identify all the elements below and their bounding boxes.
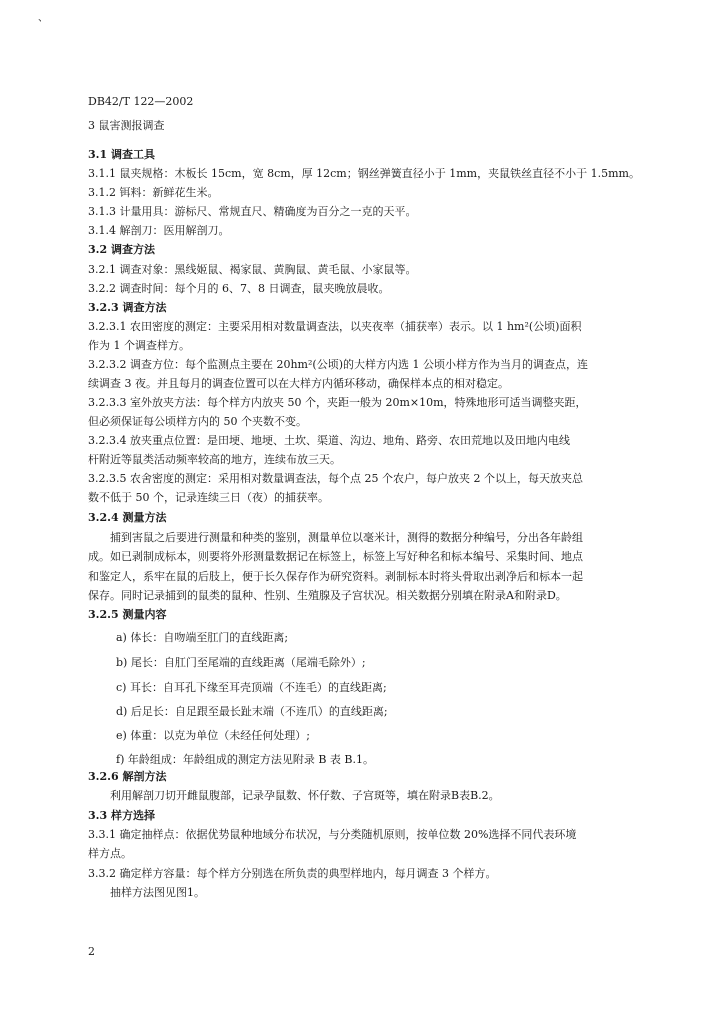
para-3-1-2: 3.1.2 铒料：新鲜花生米。 <box>88 186 219 199</box>
para-3-2-3-4-line-2: 杆附近等鼠类活动频率较高的地方，连续布放三天。 <box>88 453 341 466</box>
para-3-2-1: 3.2.1 调查对象：黑线姬鼠、褐家鼠、黄胸鼠、黄毛鼠、小家鼠等。 <box>88 263 417 276</box>
para-3-2-6: 利用解剖刀切开雌鼠腹部，记录孕鼠数、怀仔数、子宫斑等，填在附录B表B.2。 <box>110 789 500 802</box>
heading-3-2: 3.2 调查方法 <box>88 243 155 256</box>
para-3-2-4-line-4: 保存。同时记录捕到的鼠类的鼠种、性别、生殖腺及子宫状况。相关数据分别填在附录A和附录D。 <box>88 589 567 602</box>
para-3-2-3-3-line-1: 3.2.3.3 室外放夹方法：每个样方内放夹 50 个，夹距一般为 20m×10m，特殊地形可适当调整夹距， <box>88 396 587 409</box>
para-3-2-3-2-line-1: 3.2.3.2 调查方位：每个监测点主要在 20hm²(公顷)的大样方内选 1 公顷小样方作为当月的调查点，连 <box>88 358 588 371</box>
para-3-2-3-1-line-1: 3.2.3.1 农田密度的测定：主要采用相对数量调查法，以夹夜率（捕获率）表示。以 1 hm²(公顷)面积 <box>88 320 582 333</box>
standard-number-header: DB42/T 122—2002 <box>88 95 194 108</box>
para-3-2-3-5-line-1: 3.2.3.5 农舍密度的测定：采用相对数量调查法，每个点 25 个农户，每户放夹 2 个以上，每天放夹总 <box>88 472 583 485</box>
para-sampling-figure-ref: 抽样方法图见图1。 <box>110 886 205 899</box>
para-3-3-1-line-1: 3.3.1 确定抽样点：依据优势鼠种地域分布状况，与分类随机原则，按单位数 20%选择不同代表环境 <box>88 828 577 841</box>
list-item-b: b) 尾长：自肛门至尾端的直线距离（尾端毛除外）; <box>116 656 366 669</box>
para-3-2-3-4-line-1: 3.2.3.4 放夹重点位置：是田埂、地埂、土坎、渠道、沟边、地角、路旁、农田荒地以及田地内电线 <box>88 434 570 447</box>
heading-3-2-6: 3.2.6 解剖方法 <box>88 770 167 783</box>
heading-3-2-4: 3.2.4 测量方法 <box>88 511 167 524</box>
section-title: 3 鼠害测报调查 <box>88 119 165 132</box>
para-3-3-2: 3.3.2 确定样方容量：每个样方分别选在所负责的典型样地内，每月调查 3 个样方。 <box>88 867 497 880</box>
para-3-2-3-3-line-2: 但必须保证每公顷样方内的 50 个夹数不变。 <box>88 415 307 428</box>
para-3-3-1-line-2: 样方点。 <box>88 847 132 860</box>
para-3-2-4-line-2: 成。如已剥制成标本，则要将外形测量数据记在标签上，标签上写好种名和标本编号、采集时间、地点 <box>88 550 583 563</box>
para-3-2-4-line-3: 和鉴定人，系牢在鼠的后肢上，便于长久保存作为研究资料。剥制标本时将头骨取出剥净后和标本一起 <box>88 570 583 583</box>
list-item-c: c) 耳长：自耳孔下缘至耳壳顶端（不连毛）的直线距离; <box>116 681 387 694</box>
heading-3-2-5: 3.2.5 测量内容 <box>88 608 167 621</box>
list-item-a: a) 体长：自吻端至肛门的直线距离; <box>116 631 289 644</box>
para-3-1-4: 3.1.4 解剖刀：医用解剖刀。 <box>88 224 230 237</box>
list-item-f: f) 年龄组成：年龄组成的测定方法见附录 B 表 B.1。 <box>116 753 375 766</box>
para-3-2-3-1-line-2: 作为 1 个调查样方。 <box>88 339 190 352</box>
para-3-2-4-line-1: 捕到害鼠之后要进行测量和种类的鉴别，测量单位以毫米计，测得的数据分种编号，分出各年龄组 <box>110 531 583 544</box>
heading-3-1: 3.1 调查工具 <box>88 148 155 161</box>
corner-mark: 、 <box>38 13 48 24</box>
para-3-2-2: 3.2.2 调查时间：每个月的 6、7、8 日调查，鼠夹晚放晨收。 <box>88 282 390 295</box>
page-number: 2 <box>88 945 95 958</box>
heading-3-2-3: 3.2.3 调查方法 <box>88 301 167 314</box>
heading-3-3: 3.3 样方选择 <box>88 809 155 822</box>
para-3-2-3-2-line-2: 续调查 3 夜。并且每月的调查位置可以在大样方内循环移动，确保样本点的相对稳定。 <box>88 377 509 390</box>
list-item-d: d) 后足长：自足跟至最长趾末端（不连爪）的直线距离; <box>116 705 388 718</box>
para-3-1-3: 3.1.3 计量用具：游标尺、常规直尺、精确度为百分之一克的天平。 <box>88 205 417 218</box>
para-3-1-1: 3.1.1 鼠夹规格：木板长 15cm，宽 8cm，厚 12cm；钢丝弹簧直径小于 1mm，夹鼠铁丝直径不小于 1.5mm。 <box>88 167 640 180</box>
list-item-e: e) 体重：以克为单位（未经任何处理）; <box>116 729 311 742</box>
para-3-2-3-5-line-2: 数不低于 50 个，记录连续三日（夜）的捕获率。 <box>88 491 329 504</box>
